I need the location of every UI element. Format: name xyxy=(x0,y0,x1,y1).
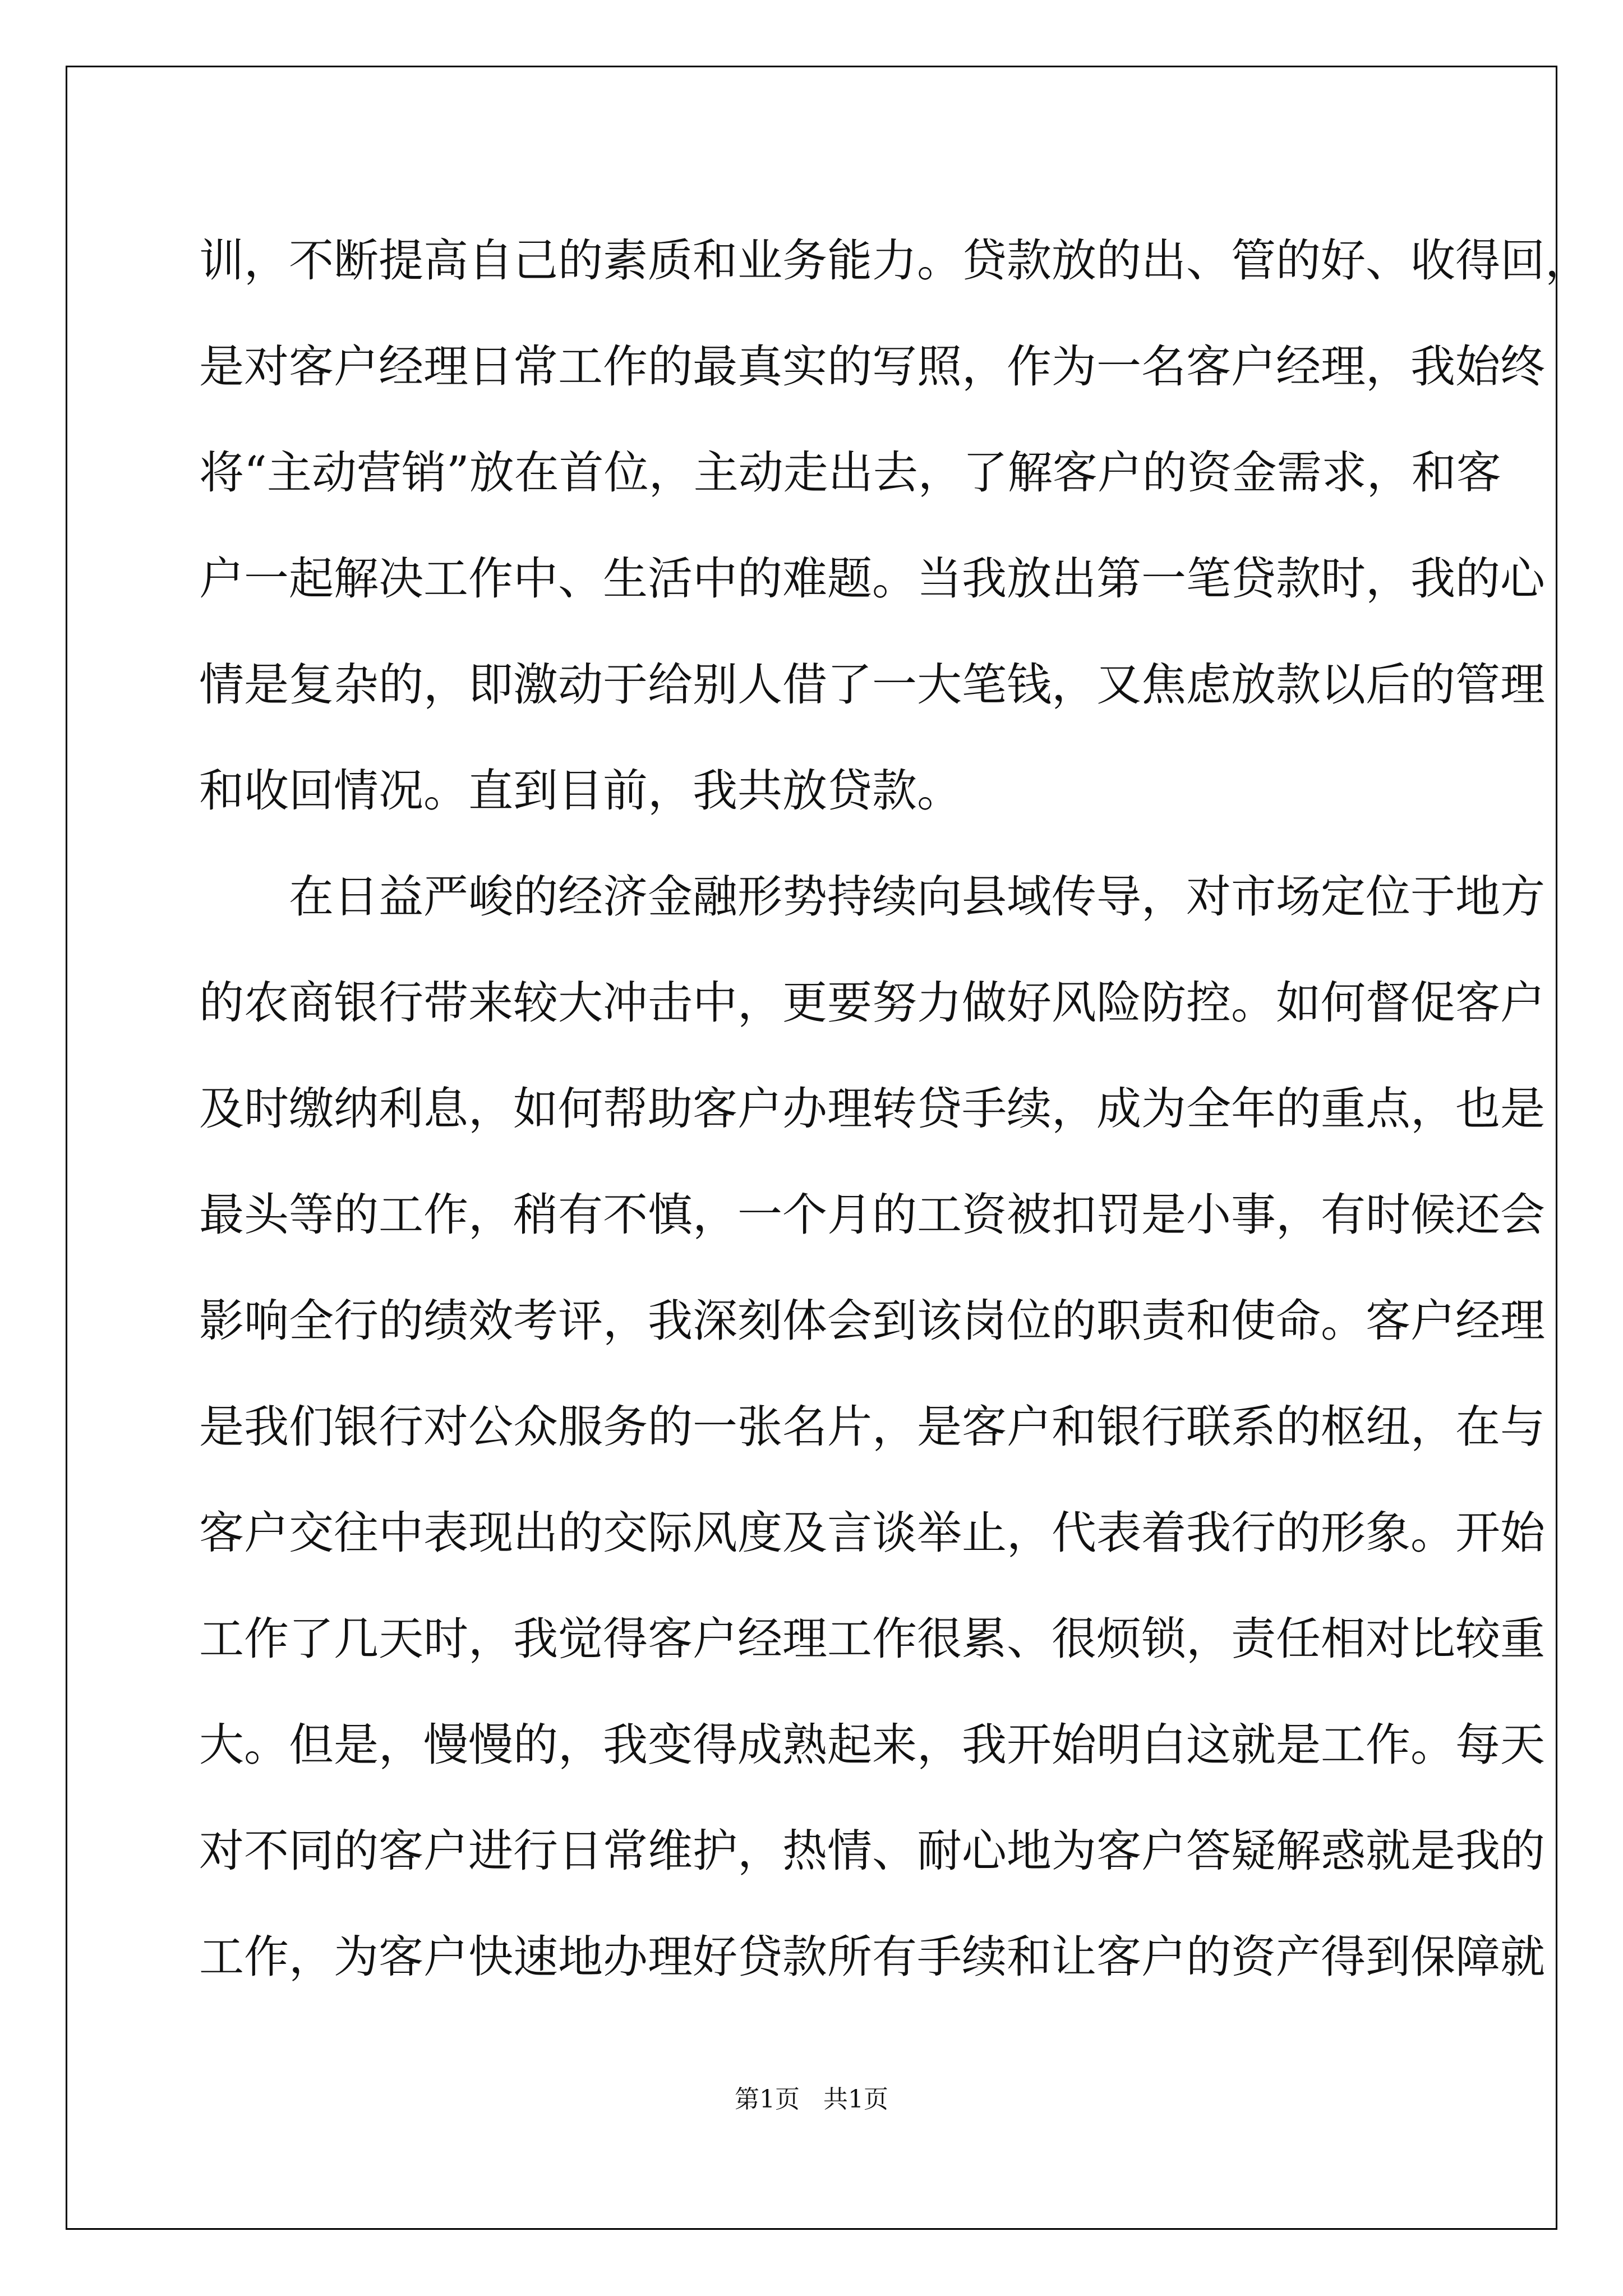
paragraph xyxy=(199,844,1545,2010)
text-line: 大。但是，慢慢的，我变得成熟起来，我开始明白这就是工作。每天 xyxy=(199,1719,1545,1771)
text-line: 客户交往中表现出的交际风度及言谈举止，代表着我行的形象。开始 xyxy=(199,1507,1545,1559)
text-line: 影响全行的绩效考评，我深刻体会到该岗位的职责和使命。客户经理 xyxy=(199,1295,1545,1347)
page-number: 第1页 xyxy=(735,2085,800,2114)
text-line: 情是复杂的，即激动于给别人借了一大笔钱，又焦虑放款以后的管理 xyxy=(199,659,1545,711)
text-line: 是对客户经理日常工作的最真实的写照，作为一名客户经理，我始终 xyxy=(199,341,1545,393)
text-line: 训，不断提高自己的素质和业务能力。贷款放的出、管的好、收得回， xyxy=(199,234,1590,287)
page-footer xyxy=(0,2083,1623,2116)
text-line: 的农商银行带来较大冲击中，更要努力做好风险防控。如何督促客户 xyxy=(199,977,1545,1029)
document-body xyxy=(199,208,1590,2010)
text-line: 对不同的客户进行日常维护，热情、耐心地为客户答疑解惑就是我的 xyxy=(199,1825,1545,1877)
text-line: 和收回情况。直到目前，我共放贷款。 xyxy=(199,765,962,817)
page-total: 共1页 xyxy=(823,2085,888,2114)
text-line: 工作了几天时，我觉得客户经理工作很累、很烦锁，责任相对比较重 xyxy=(199,1613,1545,1665)
text-line: 工作，为客户快速地办理好贷款所有手续和让客户的资产得到保障就 xyxy=(199,1931,1545,1983)
text-line: 在日益严峻的经济金融形势持续向县域传导，对市场定位于地方 xyxy=(289,871,1545,923)
text-line: 是我们银行对公众服务的一张名片，是客户和银行联系的枢纽，在与 xyxy=(199,1401,1545,1453)
text-line: 户一起解决工作中、生活中的难题。当我放出第一笔贷款时，我的心 xyxy=(199,553,1545,605)
text-line: 及时缴纳利息，如何帮助客户办理转贷手续，成为全年的重点，也是 xyxy=(199,1083,1545,1135)
paragraph xyxy=(199,208,1590,844)
text-line: 将“主动营销”放在首位，主动走出去，了解客户的资金需求，和客 xyxy=(199,447,1501,499)
text-line: 最头等的工作，稍有不慎，一个月的工资被扣罚是小事，有时候还会 xyxy=(199,1189,1545,1241)
